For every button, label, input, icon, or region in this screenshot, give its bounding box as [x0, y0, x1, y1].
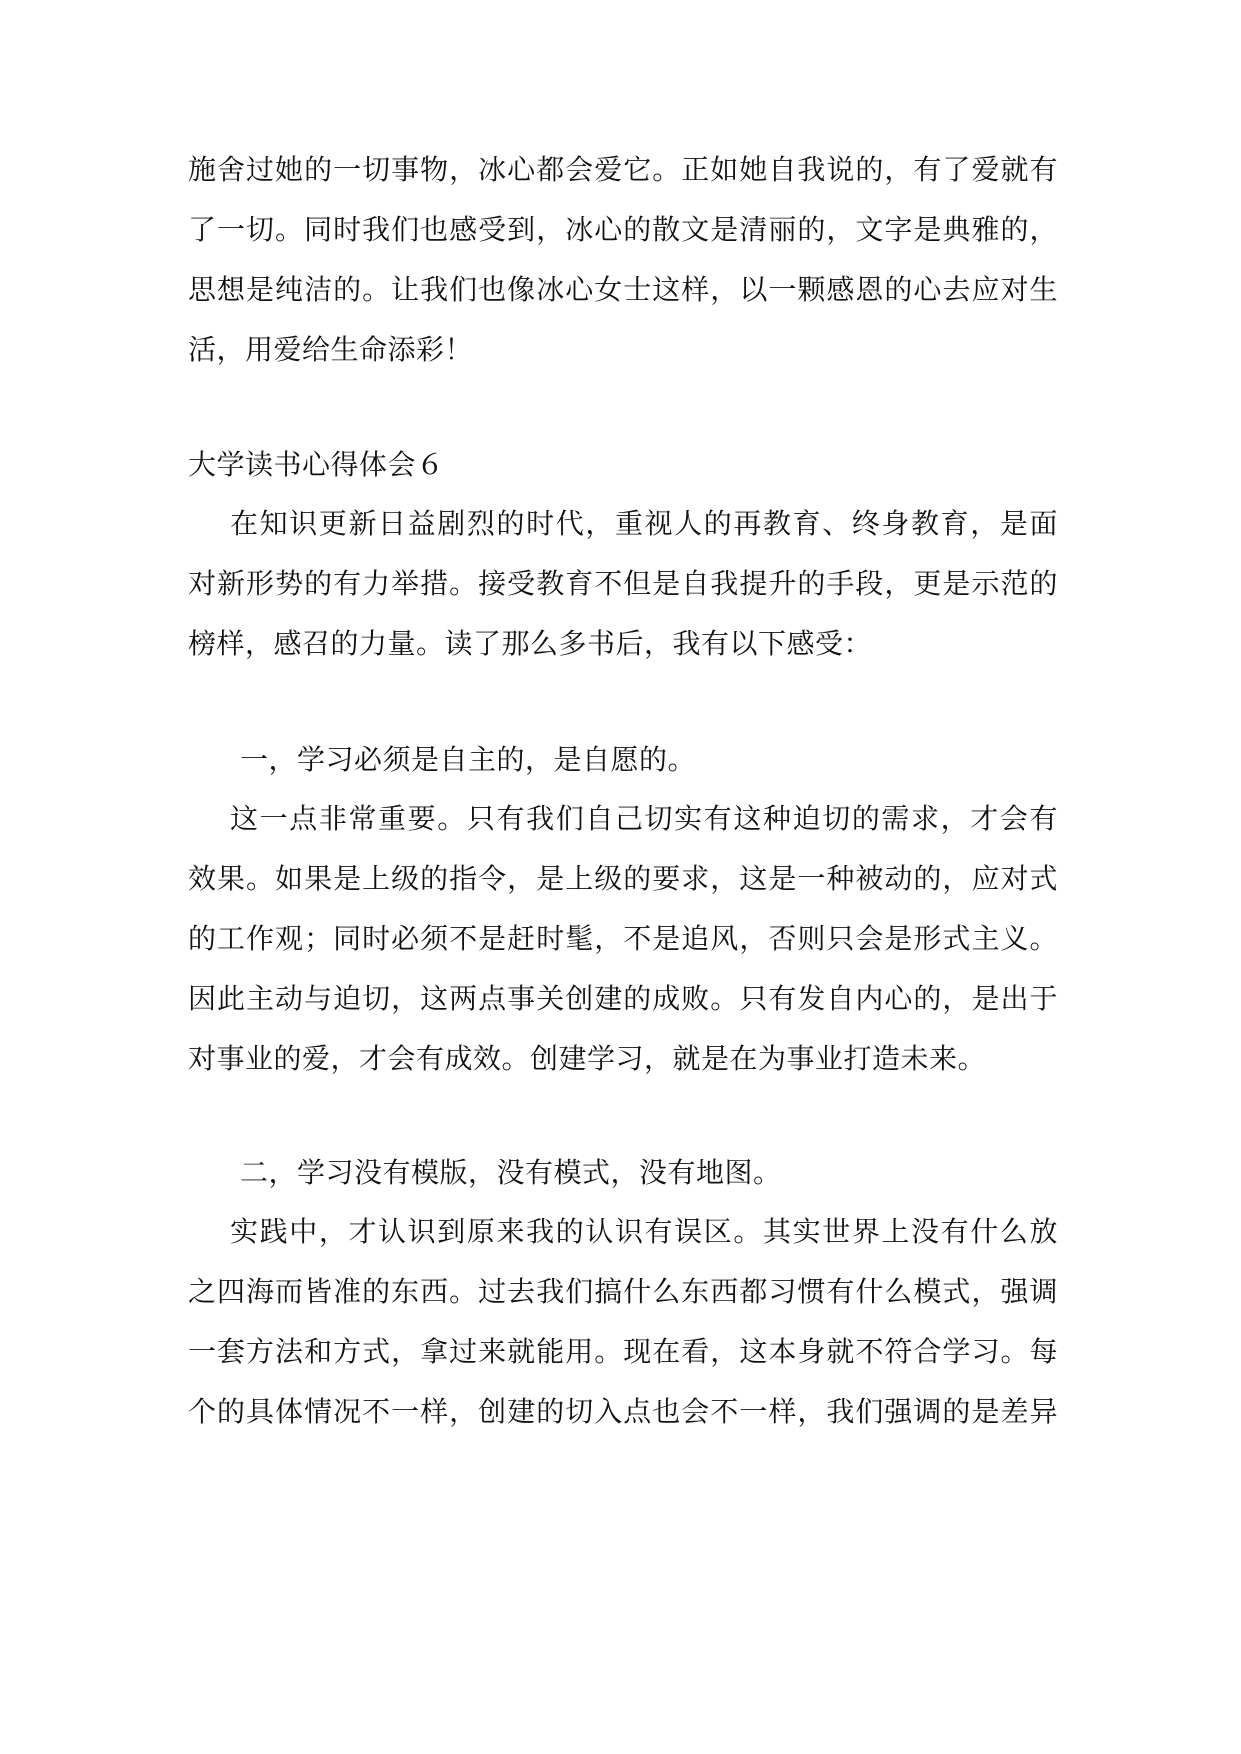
paragraph-line: 个的具体情况不一样，创建的切入点也会不一样，我们强调的是差异	[188, 1395, 1058, 1428]
point-heading: 二，学习没有模版，没有模式，没有地图。	[240, 1156, 782, 1189]
paragraph-line: 因此主动与迫切，这两点事关创建的成败。只有发自内心的，是出于	[188, 982, 1058, 1015]
paragraph-line: 一套方法和方式，拿过来就能用。现在看，这本身就不符合学习。每	[188, 1335, 1058, 1368]
paragraph-line: 活，用爱给生命添彩！	[188, 333, 474, 366]
paragraph-line: 在知识更新日益剧烈的时代，重视人的再教育、终身教育，是面	[230, 507, 1058, 540]
section-title: 大学读书心得体会６	[188, 448, 445, 481]
paragraph-line: 了一切。同时我们也感受到，冰心的散文是清丽的，文字是典雅的，	[188, 213, 1058, 246]
paragraph-line: 对事业的爱，才会有成效。创建学习，就是在为事业打造未来。	[188, 1042, 987, 1075]
paragraph-line: 之四海而皆准的东西。过去我们搞什么东西都习惯有什么模式，强调	[188, 1275, 1058, 1308]
paragraph-line: 施舍过她的一切事物，冰心都会爱它。正如她自我说的，有了爱就有	[188, 153, 1058, 186]
paragraph-line: 思想是纯洁的。让我们也像冰心女士这样，以一颗感恩的心去应对生	[188, 273, 1058, 306]
paragraph-line: 的工作观；同时必须不是赶时髦，不是追风，否则只会是形式主义。	[188, 922, 1058, 955]
paragraph-line: 榜样，感召的力量。读了那么多书后，我有以下感受：	[188, 627, 873, 660]
point-heading: 一，学习必须是自主的，是自愿的。	[240, 743, 697, 776]
paragraph-line: 效果。如果是上级的指令，是上级的要求，这是一种被动的，应对式	[188, 862, 1058, 895]
paragraph-line: 实践中，才认识到原来我的认识有误区。其实世界上没有什么放	[230, 1215, 1058, 1248]
paragraph-line: 这一点非常重要。只有我们自己切实有这种迫切的需求，才会有	[230, 802, 1058, 835]
paragraph-line: 对新形势的有力举措。接受教育不但是自我提升的手段，更是示范的	[188, 567, 1058, 600]
